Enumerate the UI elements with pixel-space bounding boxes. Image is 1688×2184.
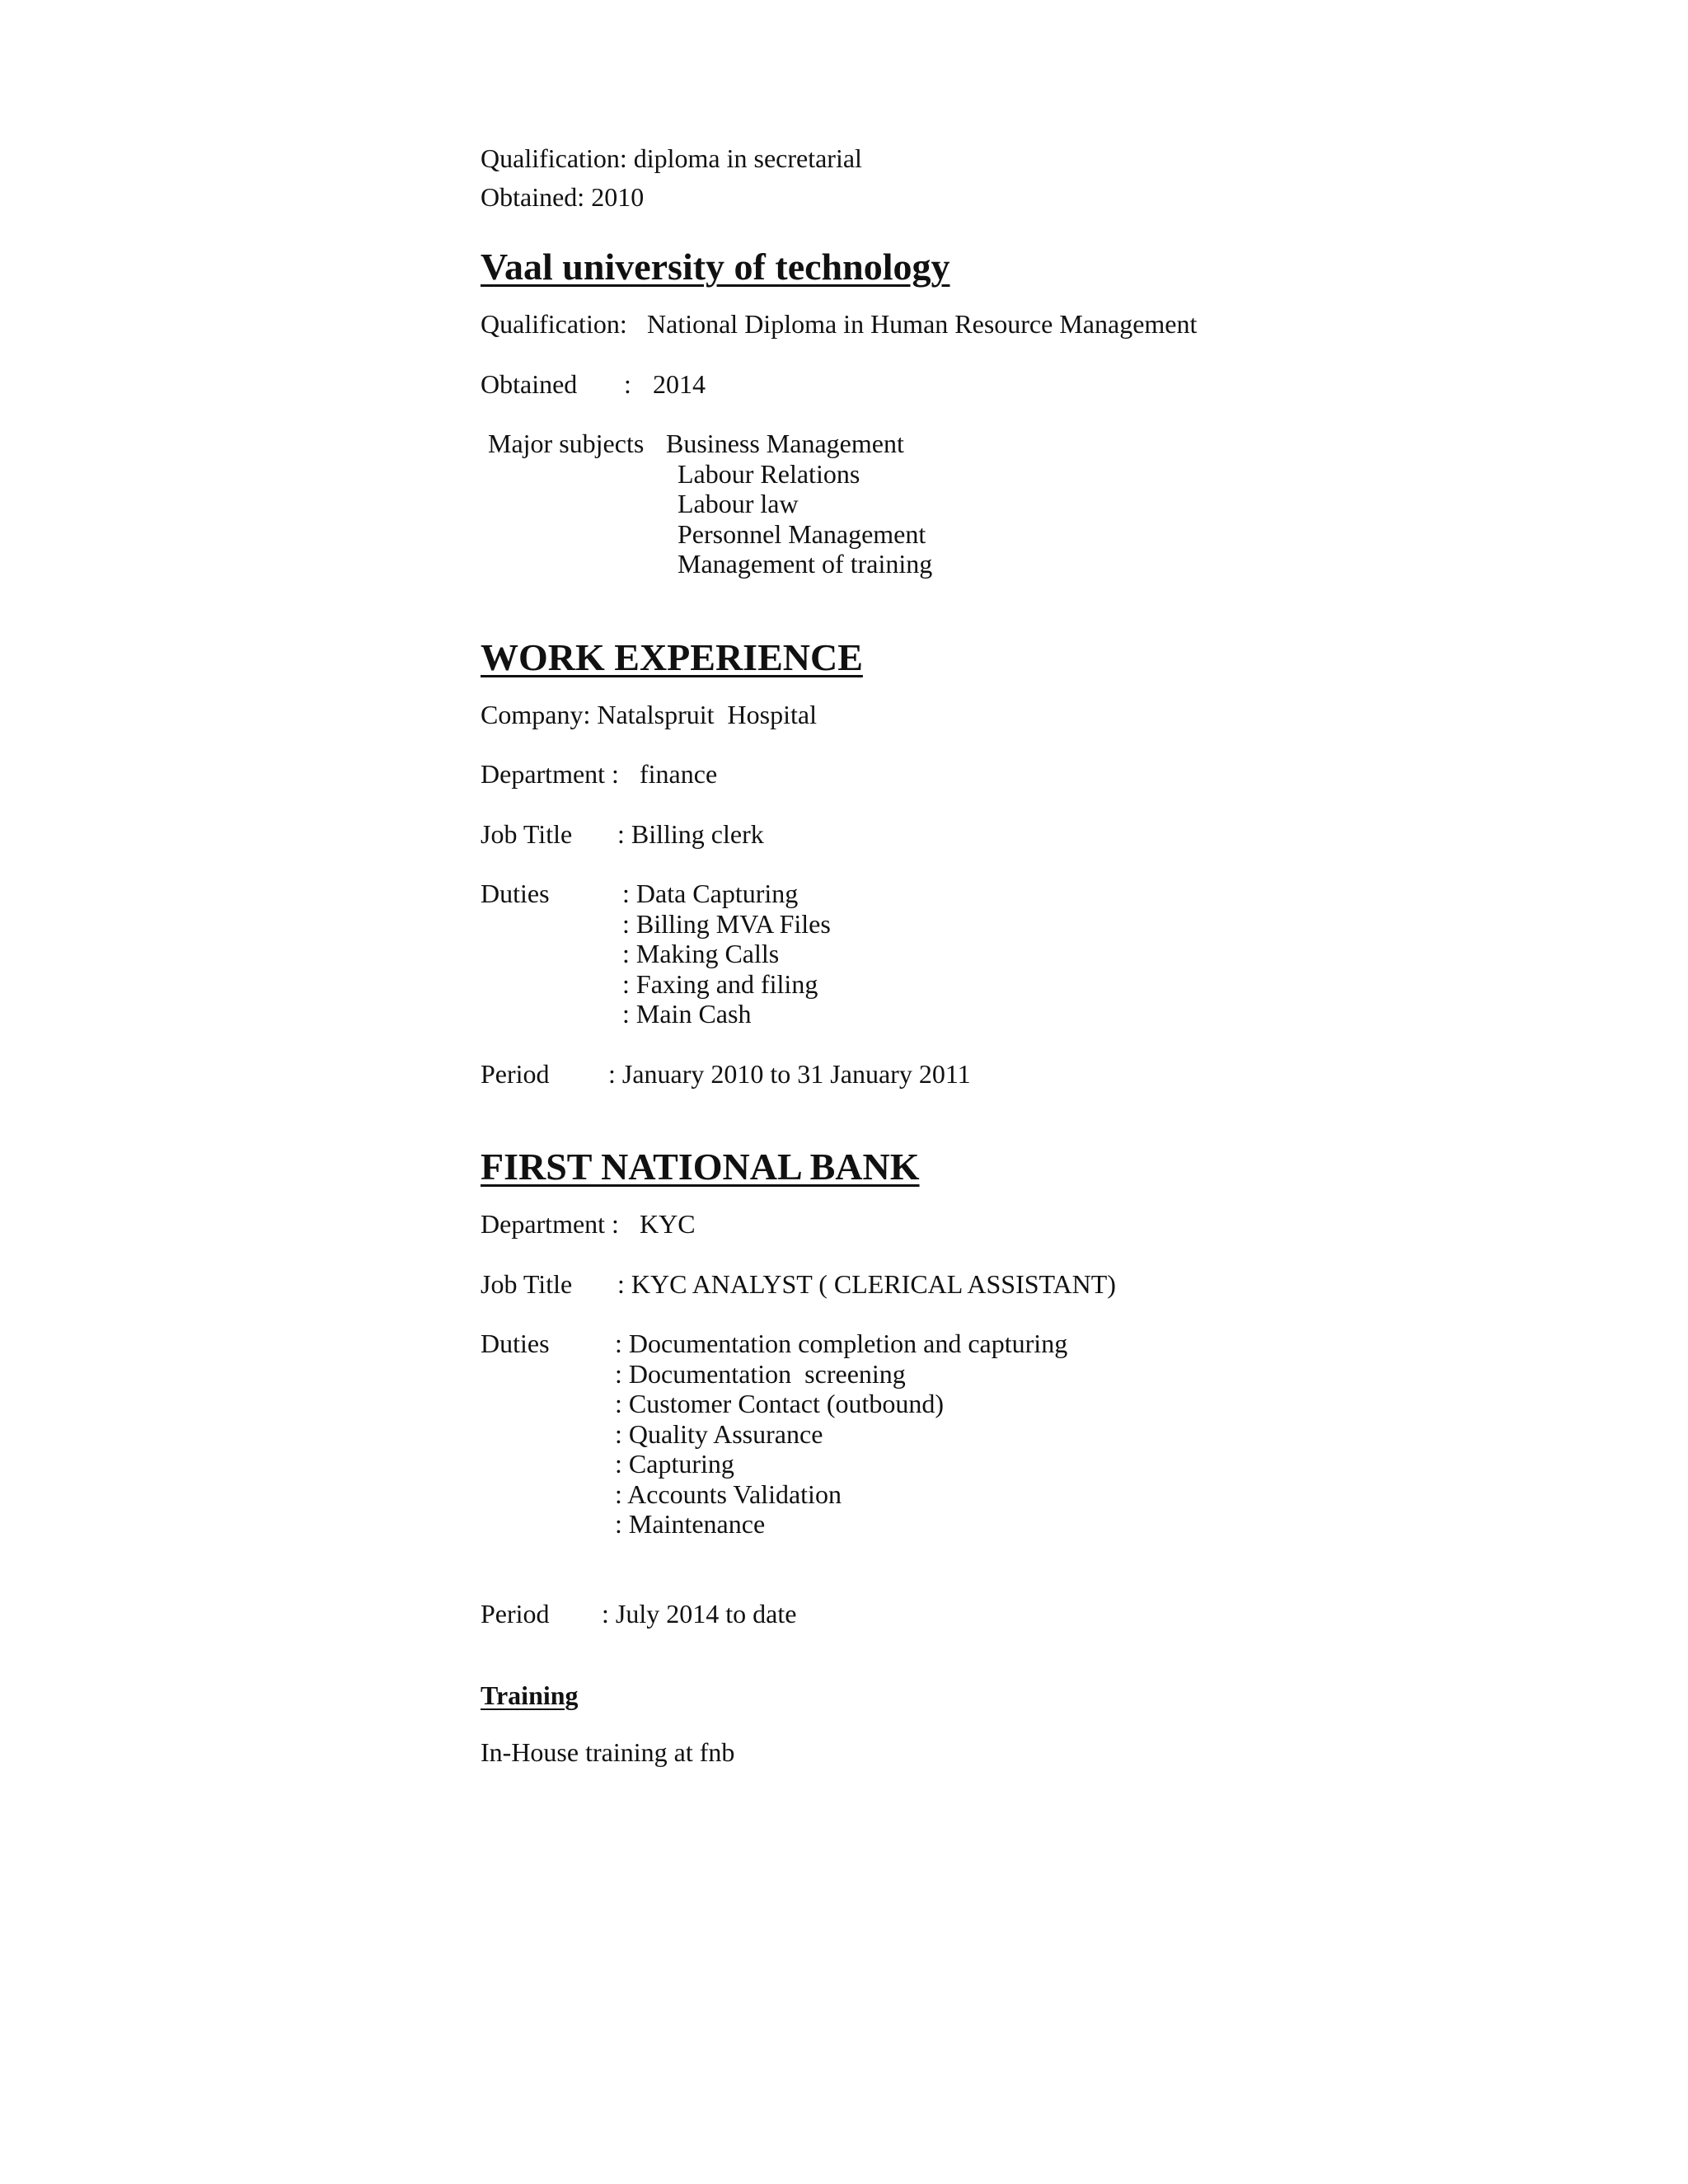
job1-period-row — [481, 1059, 1552, 1090]
job1-duties-label: Duties — [481, 879, 550, 908]
duty-item: : Making Calls — [622, 939, 780, 968]
duty-item: : Capturing — [615, 1449, 734, 1479]
fnb-heading: FIRST NATIONAL BANK — [481, 1146, 920, 1188]
job2-department-value: KYC — [640, 1209, 696, 1239]
subject-item: Labour law — [678, 489, 799, 518]
vut-obtained-label: Obtained — [481, 368, 578, 399]
job1-duties-list — [622, 879, 831, 1029]
cv-content — [481, 143, 1552, 1768]
vut-major-subjects — [481, 429, 1552, 579]
job1-title-label: Job Title — [481, 818, 573, 849]
duty-item: : Accounts Validation — [615, 1479, 842, 1509]
job1-department-row — [481, 759, 1552, 790]
job1-title-row — [481, 819, 1552, 850]
secretarial-obtained: Obtained: 2010 — [481, 181, 645, 212]
duty-item: : Main Cash — [622, 999, 752, 1029]
duty-item: : Data Capturing — [622, 879, 799, 908]
training-text: In-House training at fnb — [481, 1737, 735, 1767]
job2-title-row — [481, 1269, 1552, 1300]
secretarial-qualification: Qualification: diploma in secretarial — [481, 143, 862, 173]
subject-item: Business Management — [666, 429, 904, 458]
training-heading: Training — [481, 1680, 579, 1710]
job2-period-label: Period — [481, 1598, 550, 1629]
job1-title-value: : Billing clerk — [617, 818, 764, 849]
vut-major-label: Major subjects — [488, 429, 645, 458]
job2-duties — [481, 1329, 1552, 1540]
job1-period-value: : January 2010 to 31 January 2011 — [608, 1058, 971, 1089]
duty-item: : Faxing and filing — [622, 968, 818, 999]
vut-qualification-label: Qualification: — [481, 309, 627, 339]
vut-subject-list — [666, 429, 932, 579]
job1-duties — [481, 879, 1552, 1029]
duty-item: : Customer Contact (outbound) — [615, 1389, 945, 1418]
job2-department-label: Department : — [481, 1209, 619, 1239]
job2-department-row — [481, 1209, 1552, 1240]
job2-title-label: Job Title — [481, 1268, 573, 1299]
vut-heading: Vaal university of technology — [481, 246, 950, 288]
duty-item: : Documentation completion and capturing — [615, 1329, 1068, 1358]
subject-item: Management of training — [678, 549, 933, 579]
job1-period-label: Period — [481, 1058, 550, 1089]
subject-item: Labour Relations — [678, 458, 860, 489]
job1-department-value: finance — [640, 759, 718, 789]
duty-item: : Quality Assurance — [615, 1418, 823, 1449]
job2-duties-label: Duties — [481, 1329, 550, 1358]
vut-qualification-row — [481, 309, 1552, 340]
job1-company: Company: Natalspruit Hospital — [481, 699, 817, 729]
job2-period-value: : July 2014 to date — [602, 1598, 797, 1629]
job2-period-row — [481, 1599, 1552, 1629]
job1-department-label: Department : — [481, 759, 619, 789]
duty-item: : Documentation screening — [615, 1358, 906, 1389]
vut-obtained-colon: : — [624, 368, 631, 399]
job2-title-value: : KYC ANALYST ( CLERICAL ASSISTANT) — [617, 1268, 1116, 1299]
job2-duties-list — [615, 1329, 1067, 1540]
work-experience-heading: WORK EXPERIENCE — [481, 635, 863, 678]
duty-item: : Billing MVA Files — [622, 908, 831, 939]
duty-item: : Maintenance — [615, 1509, 766, 1539]
vut-obtained-row — [481, 369, 1552, 400]
vut-qualification-value: National Diploma in Human Resource Management — [647, 309, 1198, 339]
vut-obtained-value: 2014 — [653, 368, 706, 399]
subject-item: Personnel Management — [678, 518, 926, 549]
